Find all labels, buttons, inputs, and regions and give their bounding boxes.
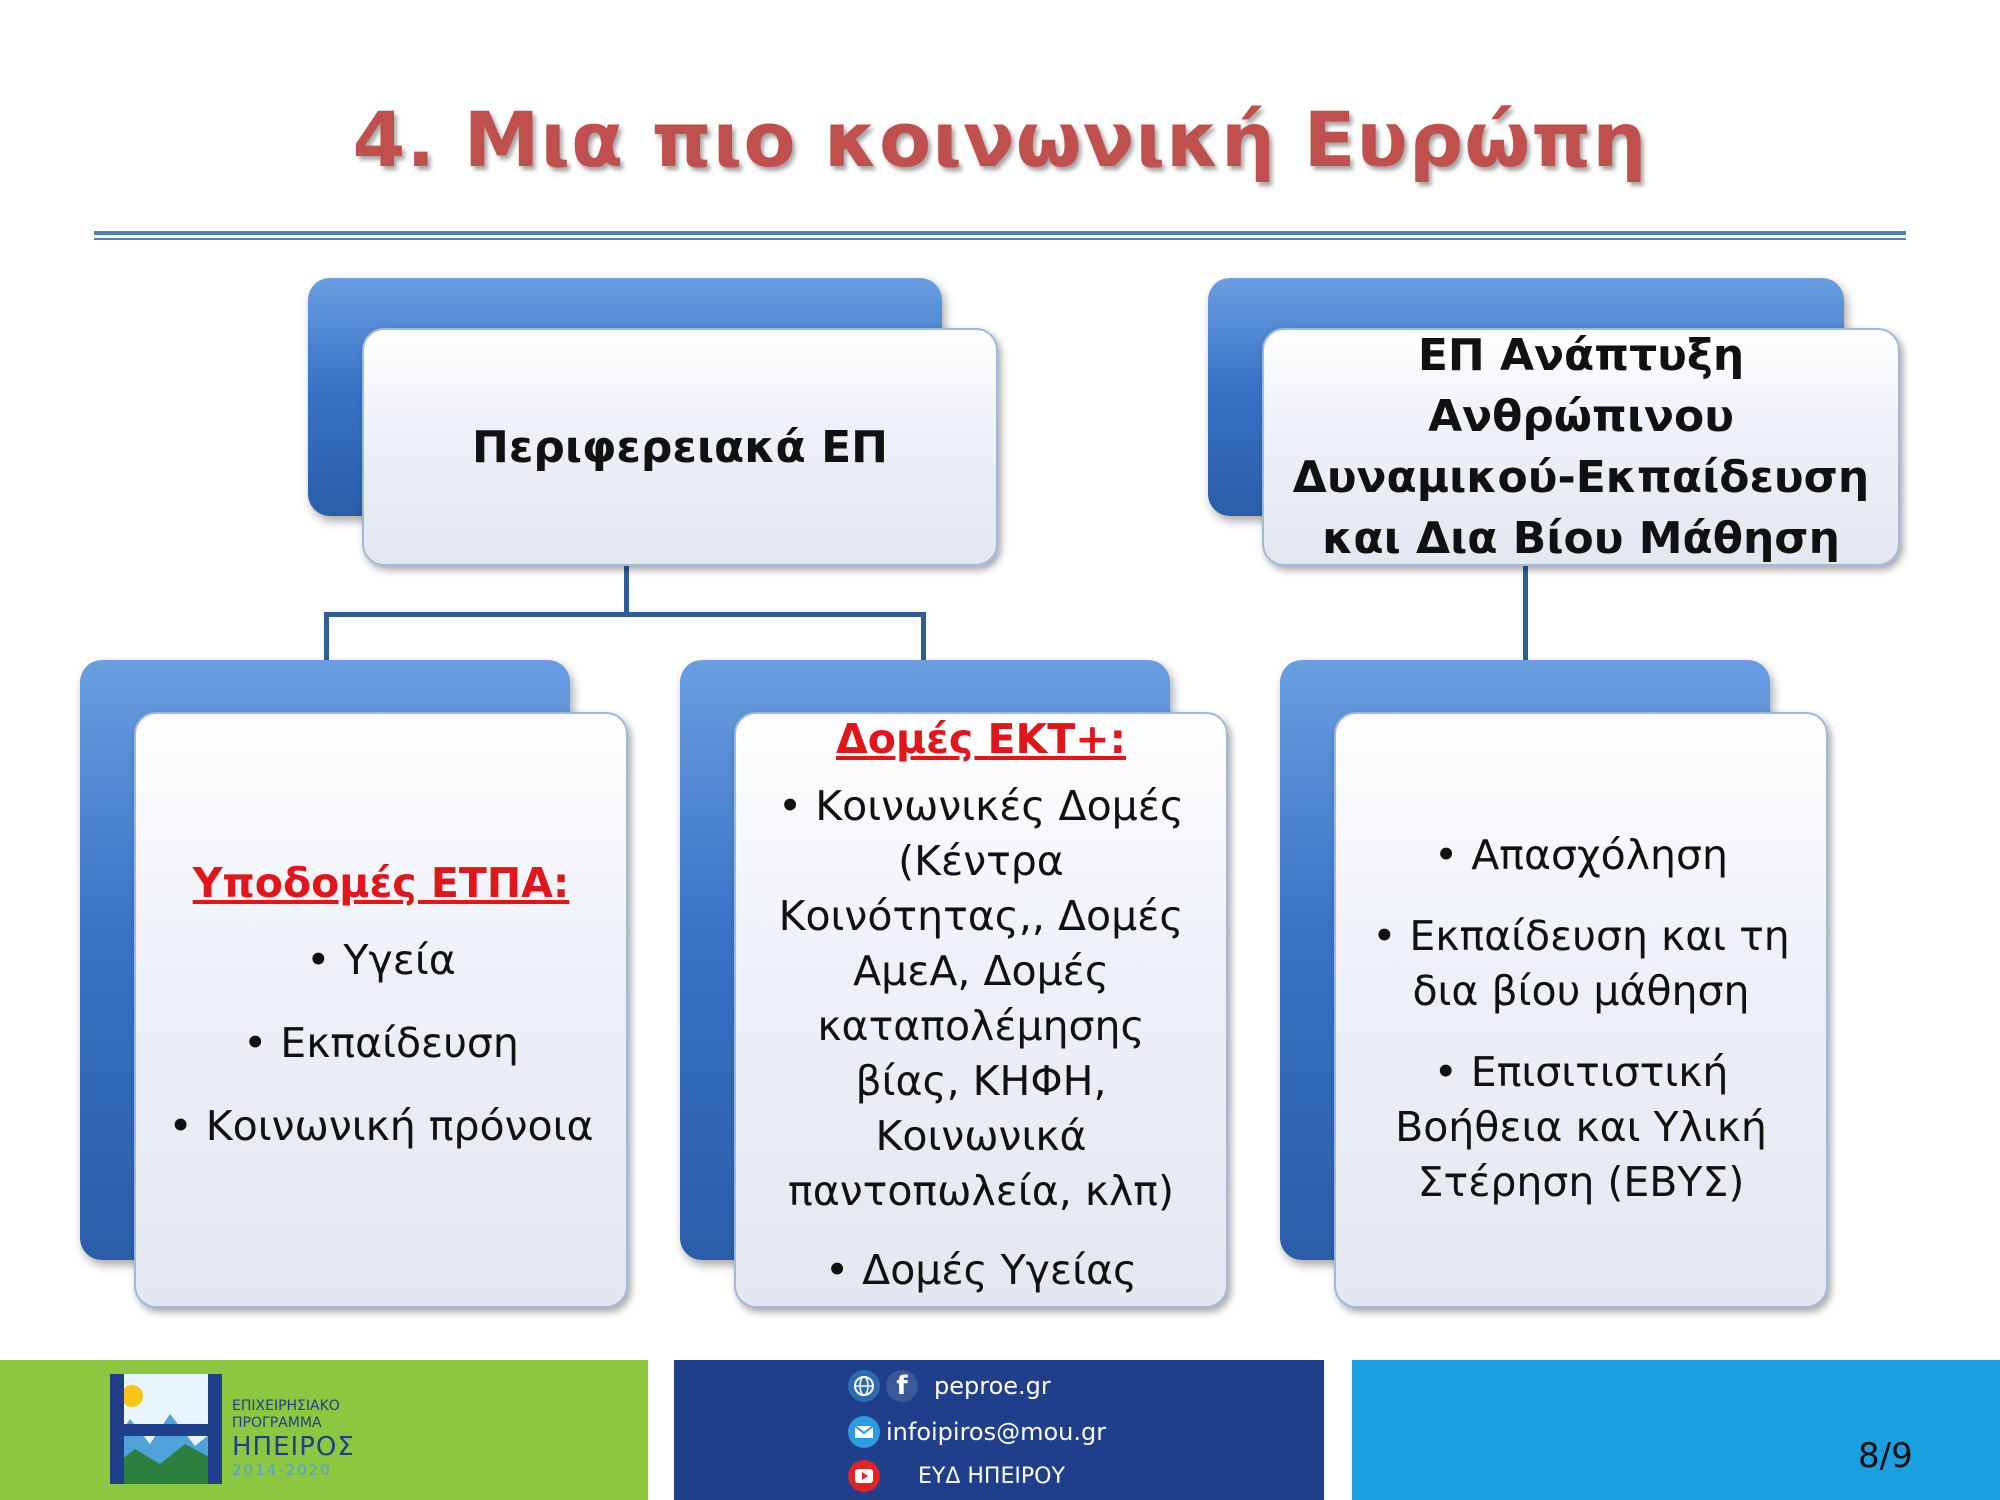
connector-bar	[324, 612, 926, 617]
youtube-icon	[848, 1460, 880, 1492]
connector-mid-drop	[921, 612, 926, 660]
employment-box	[1334, 712, 1828, 1308]
ekt-item-social-structures: • Κοινωνικές Δομές (Κέντρα Κοινότητας,, Δομές ΑμεΑ, Δομές καταπολέμησης βίας, ΚΗΦΗ, Κοινωνικά παντοπωλεία, κλπ)	[778, 781, 1184, 1215]
contact-website-row[interactable]	[848, 1370, 1051, 1402]
employment-item-education: • Εκπαίδευση και τη δια βίου μάθηση	[1372, 912, 1790, 1015]
logo-line1: ΕΠΙΧΕΙΡΗΣΙΑΚΟ	[232, 1398, 340, 1414]
logo-years: 2014-2020	[232, 1461, 332, 1479]
contact-email-row[interactable]	[848, 1416, 1106, 1448]
connector-trunk	[624, 565, 629, 615]
etpa-item-education: • Εκπαίδευση	[243, 1018, 519, 1067]
footer-cyan-panel	[1352, 1360, 2000, 1500]
email-link[interactable]: infoipiros@mou.gr	[886, 1418, 1107, 1446]
logo-text	[232, 1398, 355, 1479]
etpa-heading: Υποδομές ΕΤΠΑ:	[192, 858, 570, 907]
connector-left-drop	[324, 612, 329, 660]
top-left-box-label: Περιφερειακά ΕΠ	[472, 421, 888, 473]
globe-icon	[848, 1370, 880, 1402]
ekt-item-health-structures: • Δομές Υγείας	[824, 1245, 1138, 1294]
top-right-box-label: ΕΠ Ανάπτυξη Ανθρώπινου Δυναμικού-Εκπαίδευση και Δια Βίου Μάθηση	[1292, 330, 1870, 564]
title-divider	[94, 231, 1906, 235]
title-divider-thin	[94, 238, 1906, 240]
etpa-item-welfare: • Κοινωνική πρόνοια	[168, 1101, 594, 1150]
ekt-heading: Δομές ΕΚΤ+:	[836, 714, 1126, 763]
etpa-box	[134, 712, 628, 1308]
logo-line3: ΗΠΕΙΡΟΣ	[232, 1432, 355, 1462]
page-title: 4. Μια πιο κοινωνική Ευρώπη	[352, 95, 1648, 184]
website-link[interactable]: peproe.gr	[934, 1372, 1051, 1400]
employment-item-food-aid: • Επισιτιστική Βοήθεια και Υλική Στέρηση (ΕΒΥΣ)	[1395, 1048, 1767, 1206]
contact-youtube-row[interactable]	[848, 1460, 1065, 1492]
logo-line2: ΠΡΟΓΡΑΜΜΑ	[232, 1415, 322, 1431]
top-left-box	[362, 328, 998, 566]
email-icon	[848, 1416, 880, 1448]
connector-right-drop	[1523, 565, 1528, 660]
ekt-box	[734, 712, 1228, 1308]
top-right-box	[1262, 328, 1900, 566]
facebook-icon: f	[886, 1370, 918, 1402]
etpa-item-health: • Υγεία	[306, 935, 456, 984]
employment-item-jobs: • Απασχόληση	[1434, 831, 1728, 879]
youtube-link[interactable]: ΕΥΔ ΗΠΕΙΡΟΥ	[918, 1463, 1065, 1489]
epirus-program-logo-icon	[110, 1374, 222, 1484]
page-number: 8/9	[1858, 1436, 1913, 1476]
